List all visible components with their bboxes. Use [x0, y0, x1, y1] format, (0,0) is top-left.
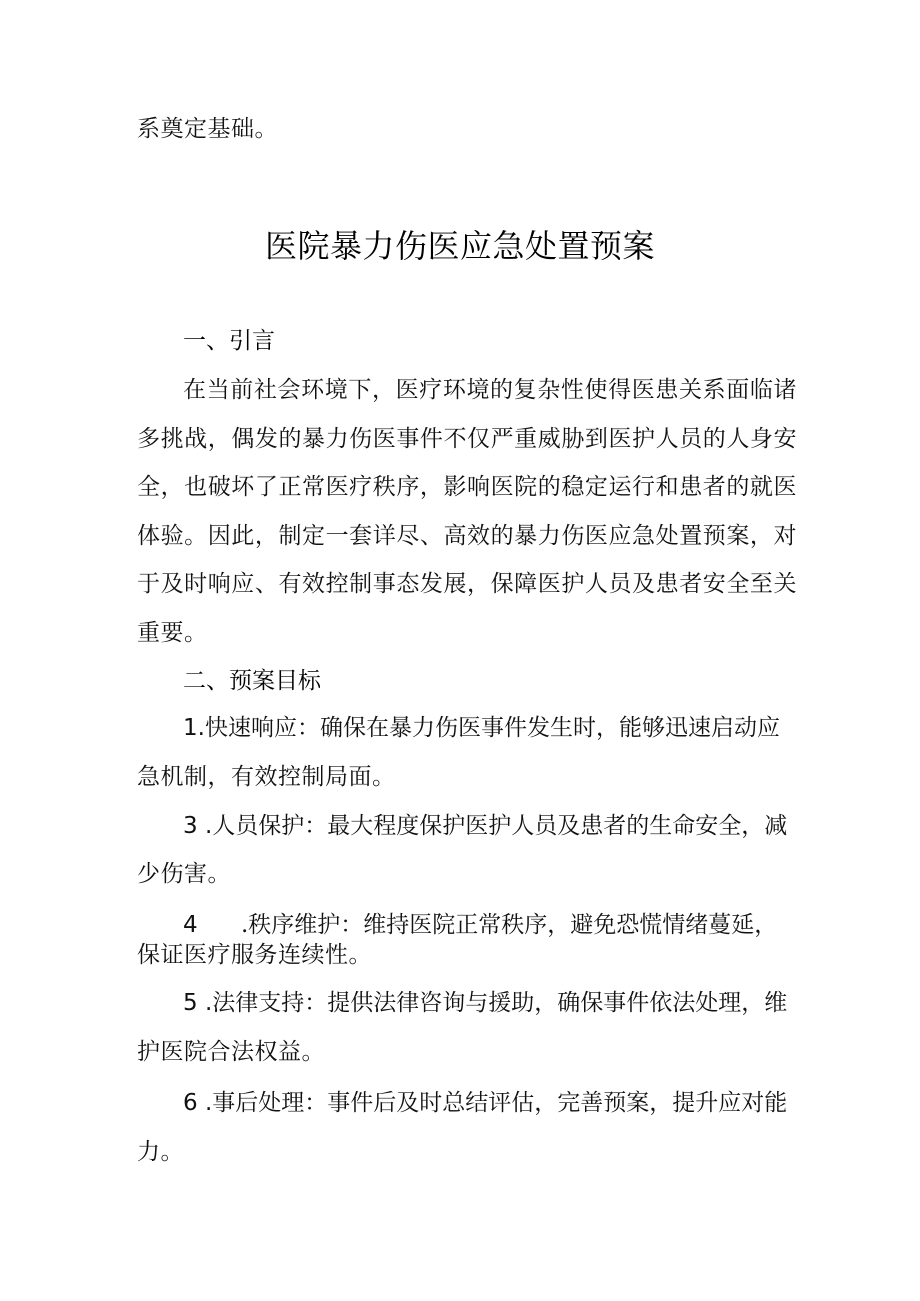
goal-item-first-line [183, 910, 797, 940]
document-title: 医院暴力伤医应急处置预案 [264, 227, 655, 265]
intro-paragraph-line: 多挑战，偶发的暴力伤医事件不仅严重威胁到医护人员的人身安 [137, 426, 797, 452]
goal-item-continuation: 少伤害。 [137, 861, 231, 887]
goal-item-number: 6 . [183, 1090, 213, 1116]
goal-item-text: 人员保护：最大程度保护医护人员及患者的生命安全，减 [212, 813, 788, 839]
goal-item-first-line [183, 988, 797, 1018]
section-heading-goals: 二、预案目标 [183, 668, 321, 694]
carryover-text: 系奠定基础。 [137, 116, 278, 142]
goal-item-number: 1. [183, 715, 205, 741]
goal-item-continuation: 力。 [137, 1139, 184, 1165]
intro-paragraph-line: 在当前社会环境下，医疗环境的复杂性使得医患关系面临诸 [183, 377, 797, 403]
goal-item-number: 4 [183, 912, 198, 938]
goal-item-first-line [183, 811, 797, 841]
goal-item-text: 快速响应：确保在暴力伤医事件发生时，能够迅速启动应 [204, 715, 780, 741]
goal-item-continuation: 护医院合法权益。 [137, 1039, 325, 1065]
goal-item-first-line [183, 1088, 797, 1118]
goal-item-first-line [183, 713, 797, 743]
goal-item-continuation: 保证医疗服务连续性。 [137, 942, 372, 968]
goal-item-continuation: 急机制，有效控制局面。 [137, 764, 396, 790]
section-heading-intro: 一、引言 [183, 328, 275, 354]
goal-item-text: .秩序维护：维持医院正常秩序，避免恐慌情绪蔓延， [241, 912, 778, 938]
intro-paragraph-line: 全，也破坏了正常医疗秩序，影响医院的稳定运行和患者的就医 [137, 474, 797, 500]
intro-paragraph-line: 重要。 [137, 620, 208, 646]
goal-item-text: 法律支持：提供法律咨询与援助，确保事件依法处理，维 [212, 990, 788, 1016]
goal-item-text: 事后处理：事件后及时总结评估，完善预案，提升应对能 [212, 1090, 788, 1116]
goal-item-number: 5 . [183, 990, 213, 1016]
intro-paragraph-line: 体验。因此，制定一套详尽、高效的暴力伤医应急处置预案，对 [137, 523, 797, 549]
intro-paragraph-line: 于及时响应、有效控制事态发展，保障医护人员及患者安全至关 [137, 571, 797, 597]
goal-item-number: 3 . [183, 813, 213, 839]
